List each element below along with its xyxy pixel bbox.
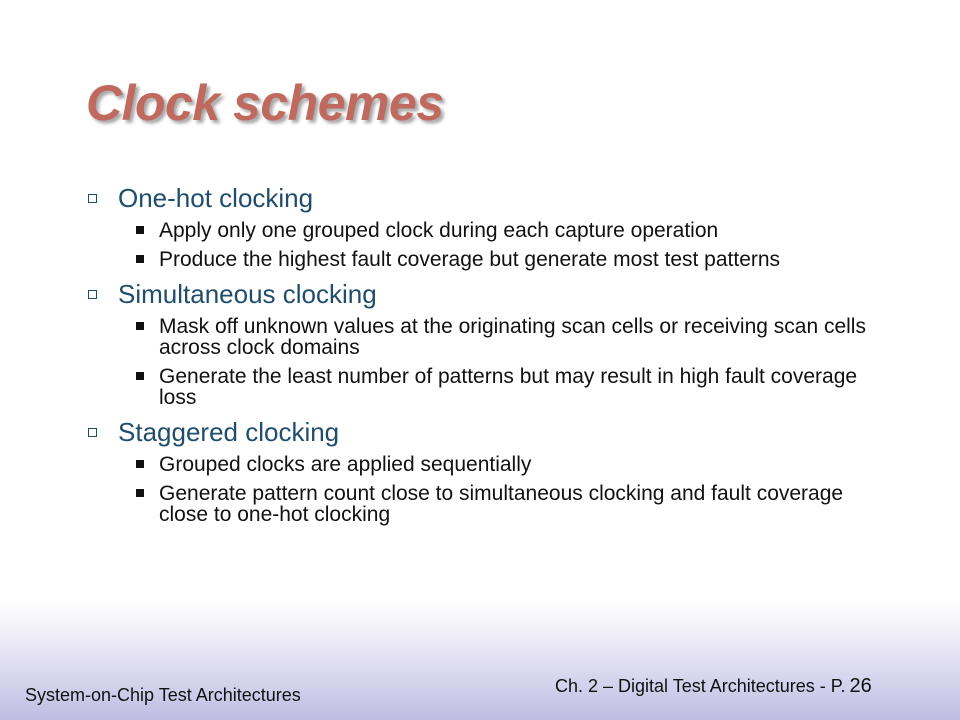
bullet-staggered-clocking [84, 416, 884, 448]
filled-square-bullet-icon [136, 460, 144, 468]
sub-bullet [84, 366, 884, 408]
sub-bullet [84, 454, 884, 475]
sub-bullet [84, 483, 884, 525]
sub-bullet [84, 316, 884, 358]
sub-bullet-list [84, 454, 884, 525]
sub-bullet-list [84, 316, 884, 408]
bullet-one-hot-clocking [84, 182, 884, 214]
filled-square-bullet-icon [136, 489, 144, 497]
footer-chapter-page [555, 675, 872, 698]
sub-bullet-list [84, 220, 884, 270]
sub-bullet-text: Grouped clocks are applied sequentially [159, 453, 532, 476]
slide-title: Clock schemes [86, 75, 444, 131]
sub-bullet [84, 249, 884, 270]
filled-square-bullet-icon [136, 226, 144, 234]
page-number: 26 [849, 675, 872, 697]
filled-square-bullet-icon [136, 372, 144, 380]
bullet-text: One-hot clocking [118, 183, 314, 213]
hollow-square-bullet-icon [88, 428, 97, 437]
footer-book-title: System-on-Chip Test Architectures [25, 685, 301, 705]
sub-bullet-text: Produce the highest fault coverage but generate most test patterns [159, 248, 781, 271]
sub-bullet [84, 220, 884, 241]
sub-bullet-text: Generate the least number of patterns but may result in high fault coverage loss [159, 365, 858, 409]
bullet-simultaneous-clocking [84, 278, 884, 310]
bullet-text: Staggered clocking [118, 417, 340, 447]
bullet-text: Simultaneous clocking [118, 279, 377, 309]
filled-square-bullet-icon [136, 255, 144, 263]
filled-square-bullet-icon [136, 322, 144, 330]
sub-bullet-text: Mask off unknown values at the originating scan cells or receiving scan cells across clock domains [159, 315, 866, 359]
bullet-list [84, 182, 884, 533]
sub-bullet-text: Generate pattern count close to simultaneous clocking and fault coverage close to one-hot clocking [159, 482, 844, 526]
hollow-square-bullet-icon [88, 194, 97, 203]
hollow-square-bullet-icon [88, 290, 97, 299]
sub-bullet-text: Apply only one grouped clock during each capture operation [159, 219, 719, 242]
footer-chapter: Ch. 2 – Digital Test Architectures - P. [555, 676, 846, 696]
